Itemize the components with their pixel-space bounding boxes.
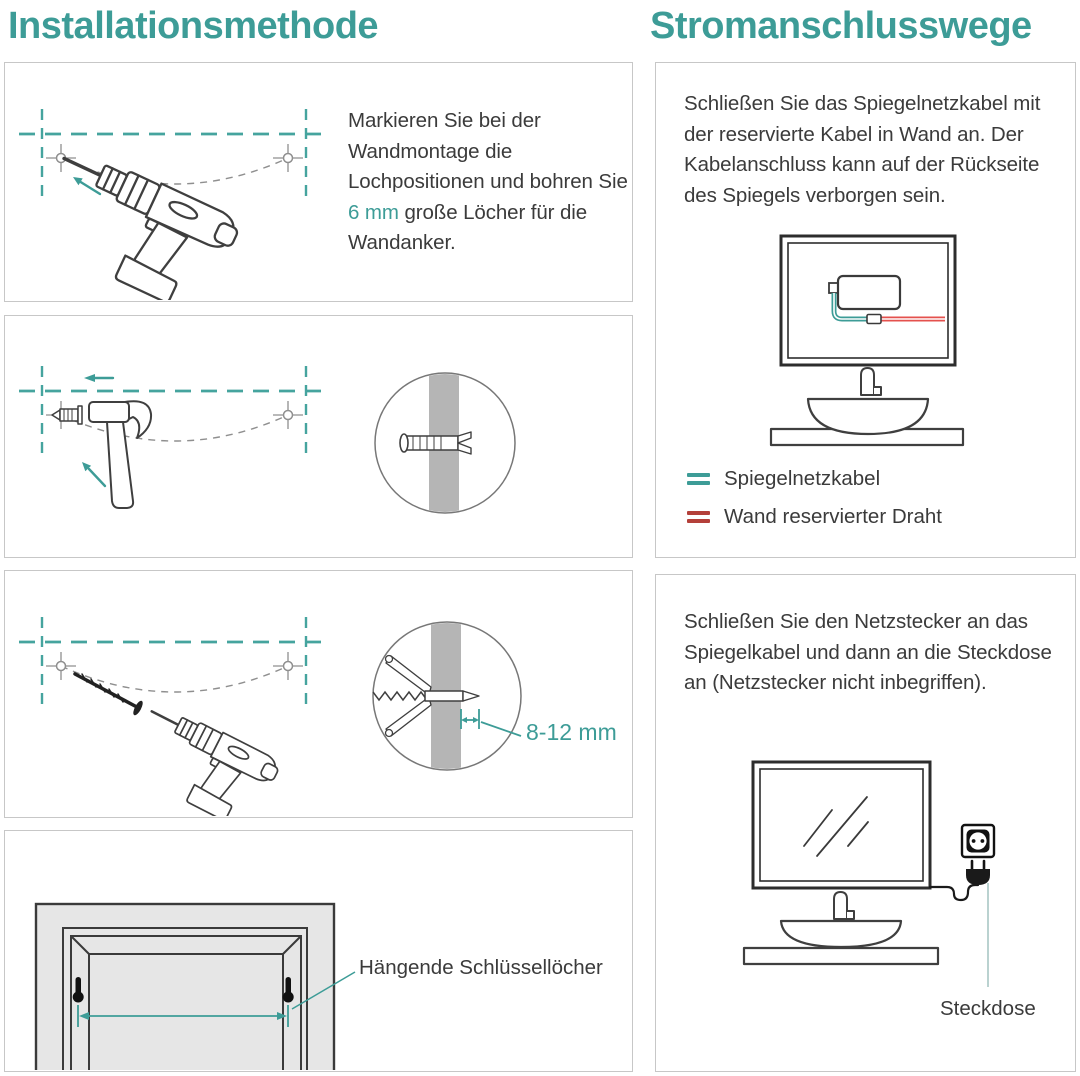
right-column-title: Stromanschlusswege: [650, 5, 1032, 47]
sink-icon: [744, 892, 938, 964]
keyhole-label: Hängende Schlüssellöcher: [359, 956, 603, 979]
led-driver-box: [829, 276, 900, 309]
step1-text-after: große Löcher für die Wandanker.: [348, 200, 588, 254]
power-plug-icon: [966, 861, 990, 885]
direction-arrow-icon: [84, 374, 113, 382]
mirror-back-illustration: [5, 831, 631, 1070]
hammer-icon: [89, 401, 151, 508]
red-wire-legend-icon: [687, 511, 710, 522]
plug-socket-panel: [655, 574, 1076, 1072]
legend-label: Wand reservierter Draht: [724, 505, 942, 528]
power-socket-icon: [962, 825, 994, 857]
step-keyhole-panel: [4, 830, 633, 1072]
cable-connector: [867, 315, 881, 324]
anchor-in-wall-magnifier: [375, 372, 515, 514]
plug-cord: [930, 885, 978, 900]
wall-anchor-icon: [52, 406, 82, 424]
dashed-guide-lines: [19, 617, 327, 705]
hole-marker-icon: [57, 662, 66, 671]
hole-marker-icon: [284, 662, 293, 671]
mirror-frame: [753, 762, 930, 888]
left-column-title: Installationsmethode: [8, 5, 379, 47]
step1-instructions: [348, 106, 630, 259]
dashed-guide-lines: [19, 109, 327, 197]
teal-cable-legend-icon: [687, 473, 710, 484]
step-drill-holes-panel: [4, 62, 633, 302]
drill-icon: [27, 142, 243, 300]
screw-icon: [75, 674, 144, 716]
step1-text-before: Markieren Sie bei der Wandmontage die Lochpositionen und bohren Sie: [348, 109, 628, 193]
sink-icon: [771, 368, 963, 445]
hammer-anchor-illustration: [5, 316, 631, 556]
depth-label: 8-12 mm: [526, 719, 617, 745]
cable-connection-panel: [655, 62, 1076, 558]
legend-label: Spiegelnetzkabel: [724, 467, 881, 490]
cable-instructions: Schließen Sie das Spiegelnetzkabel mit der reservierte Kabel in Wand an. Der Kabelanschluss kann auf der Rückseite des Spiegels verborgen sein.: [684, 92, 1041, 207]
anchor-expanded-magnifier: [373, 621, 521, 771]
legend-wall-wire: [687, 505, 942, 529]
plug-instructions: Schließen Sie den Netzstecker an das Spiegelkabel und dann an die Steckdose an (Netzstecker nicht inbegriffen).: [684, 610, 1052, 694]
socket-label: Steckdose: [940, 997, 1036, 1020]
step1-highlight: 6 mm: [348, 200, 399, 224]
hole-marker-icon: [284, 411, 293, 420]
step-screw-depth-panel: [4, 570, 633, 818]
legend-mirror-cable: [687, 467, 880, 491]
drill-icon: [122, 699, 282, 816]
screw-depth-illustration: [5, 571, 631, 816]
step-hammer-anchor-panel: [4, 315, 633, 558]
direction-arrow-icon: [82, 462, 105, 486]
hole-marker-icon: [284, 154, 293, 163]
